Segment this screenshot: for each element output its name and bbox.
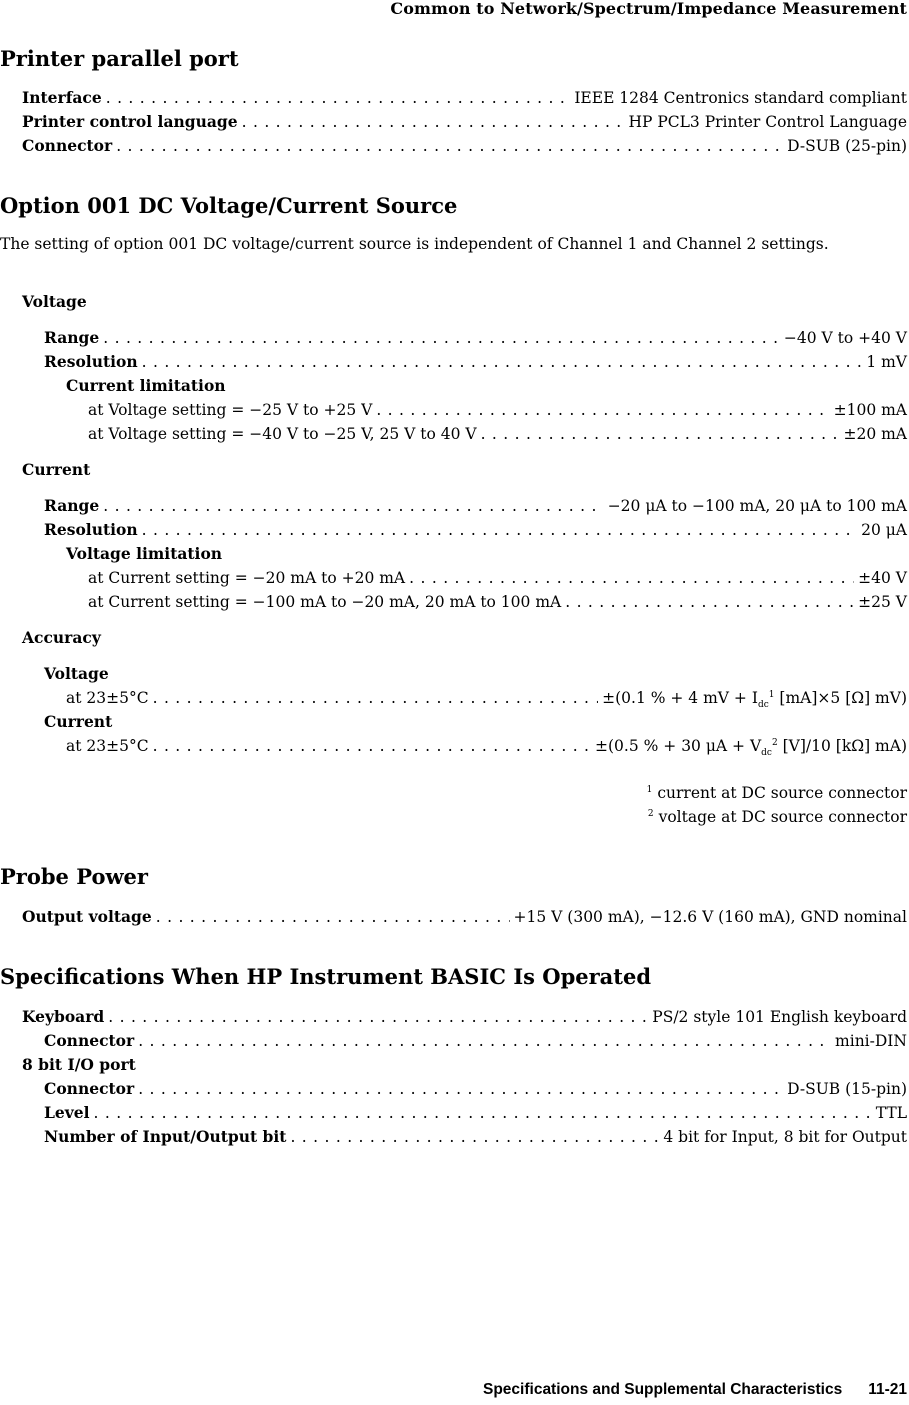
spec-label: Printer control language	[22, 112, 238, 131]
spec-label: Range	[44, 328, 100, 347]
spec-label: Output voltage	[22, 907, 152, 926]
spec-row-keyboard	[22, 1005, 907, 1029]
spec-label: Range	[44, 496, 100, 515]
running-header: Common to Network/Spectrum/Impedance Measurement	[390, 0, 907, 18]
spec-value: −40 V to +40 V	[783, 329, 907, 347]
voltage-heading: Voltage	[22, 292, 87, 311]
spec-label: at Current setting = −20 mA to +20 mA	[88, 569, 406, 587]
basic-section-title: Specifications When HP Instrument BASIC Is Operated	[0, 964, 652, 989]
leader-dots	[142, 350, 863, 374]
page-number: 11-21	[868, 1381, 907, 1398]
accuracy-current-heading: Current	[44, 712, 113, 731]
spec-row-voltage-range	[44, 326, 907, 350]
spec-value: 4 bit for Input, 8 bit for Output	[663, 1128, 907, 1146]
spec-row-accuracy-voltage	[66, 686, 907, 710]
spec-row-interface	[22, 86, 907, 110]
spec-row-io-level	[44, 1101, 907, 1125]
option001-section-title: Option 001 DC Voltage/Current Source	[0, 193, 458, 218]
probe-section-title: Probe Power	[0, 864, 148, 889]
spec-row-io-connector	[44, 1077, 907, 1101]
leader-dots	[94, 1101, 872, 1125]
spec-row-keyboard-connector	[44, 1029, 907, 1053]
spec-value: D-SUB (25-pin)	[787, 137, 907, 155]
spec-value: ±(0.5 % + 30 $\mu A + V_{dc}^2$ [V]/10 [kΩ] mA)	[595, 737, 907, 759]
footnote-2: $^2$ voltage at DC source connector	[647, 808, 907, 826]
current-heading: Current	[22, 460, 91, 479]
spec-row-printer-language	[22, 110, 907, 134]
spec-row-voltage-limit-2	[88, 590, 907, 614]
spec-row-printer-connector	[22, 134, 907, 158]
leader-dots	[153, 686, 599, 710]
leader-dots	[156, 905, 510, 929]
spec-value: TTL	[875, 1104, 907, 1122]
spec-label: Connector	[44, 1031, 135, 1050]
spec-value: ±40 V	[858, 569, 907, 587]
spec-value: 20 μA	[861, 521, 907, 539]
spec-row-output-voltage	[22, 905, 907, 929]
spec-value: IEEE 1284 Centronics standard compliant	[574, 89, 907, 107]
spec-value: ±100 mA	[833, 401, 907, 419]
spec-row-voltage-limit-1	[88, 566, 907, 590]
page-footer	[483, 1381, 907, 1399]
spec-value: ±(0.1 % + 4 mV + $I_{dc}^1$ [mA]×5 [Ω] mV)	[602, 689, 907, 711]
spec-value: HP PCL3 Printer Control Language	[628, 113, 907, 131]
spec-label: Number of Input/Output bit	[44, 1127, 287, 1146]
spec-label: Level	[44, 1103, 90, 1122]
spec-row-io-bits	[44, 1125, 907, 1149]
leader-dots	[481, 422, 840, 446]
printer-section-title: Printer parallel port	[0, 46, 239, 71]
leader-dots	[138, 1077, 783, 1101]
spec-label: at 23±5°C	[66, 689, 149, 707]
spec-label: Connector	[22, 136, 113, 155]
spec-value: PS/2 style 101 English keyboard	[652, 1008, 907, 1026]
spec-label: at Voltage setting = −25 V to +25 V	[88, 401, 373, 419]
spec-label: Connector	[44, 1079, 135, 1098]
spec-row-current-resolution	[44, 518, 907, 542]
footnote-1: $^1$ current at DC source connector	[646, 784, 907, 802]
leader-dots	[290, 1125, 659, 1149]
footer-section-title: Specifications and Supplemental Characteristics	[483, 1381, 843, 1398]
spec-label: Interface	[22, 88, 102, 107]
spec-value: −20 μA to −100 mA, 20 μA to 100 mA	[607, 497, 907, 515]
leader-dots	[142, 518, 857, 542]
leader-dots	[409, 566, 854, 590]
spec-label: at 23±5°C	[66, 737, 149, 755]
spec-value: ±20 mA	[843, 425, 907, 443]
leader-dots	[138, 1029, 831, 1053]
leader-dots	[153, 734, 591, 758]
leader-dots	[108, 1005, 648, 1029]
accuracy-heading: Accuracy	[22, 628, 101, 647]
spec-row-current-range	[44, 494, 907, 518]
spec-row-current-limit-1	[88, 398, 907, 422]
option001-intro: The setting of option 001 DC voltage/current source is independent of Channel 1 and Channel 2 settings.	[0, 235, 829, 253]
spec-value: 1 mV	[866, 353, 907, 371]
spec-label: at Voltage setting = −40 V to −25 V, 25 V to 40 V	[88, 425, 477, 443]
current-limitation-heading: Current limitation	[66, 376, 226, 395]
spec-label: Resolution	[44, 520, 138, 539]
io-port-heading: 8 bit I/O port	[22, 1055, 136, 1074]
spec-value: +15 V (300 mA), −12.6 V (160 mA), GND nominal	[513, 908, 907, 926]
spec-row-current-limit-2	[88, 422, 907, 446]
leader-dots	[116, 134, 783, 158]
spec-label: Resolution	[44, 352, 138, 371]
spec-row-accuracy-current	[66, 734, 907, 758]
spec-value: ±25 V	[858, 593, 907, 611]
leader-dots	[242, 110, 625, 134]
spec-row-voltage-resolution	[44, 350, 907, 374]
leader-dots	[565, 590, 854, 614]
voltage-limitation-heading: Voltage limitation	[66, 544, 223, 563]
spec-value: mini-DIN	[835, 1032, 907, 1050]
spec-label: Keyboard	[22, 1007, 105, 1026]
leader-dots	[103, 326, 780, 350]
accuracy-voltage-heading: Voltage	[44, 664, 109, 683]
spec-value: D-SUB (15-pin)	[787, 1080, 907, 1098]
leader-dots	[106, 86, 571, 110]
leader-dots	[376, 398, 829, 422]
leader-dots	[103, 494, 603, 518]
spec-label: at Current setting = −100 mA to −20 mA, 20 mA to 100 mA	[88, 593, 562, 611]
